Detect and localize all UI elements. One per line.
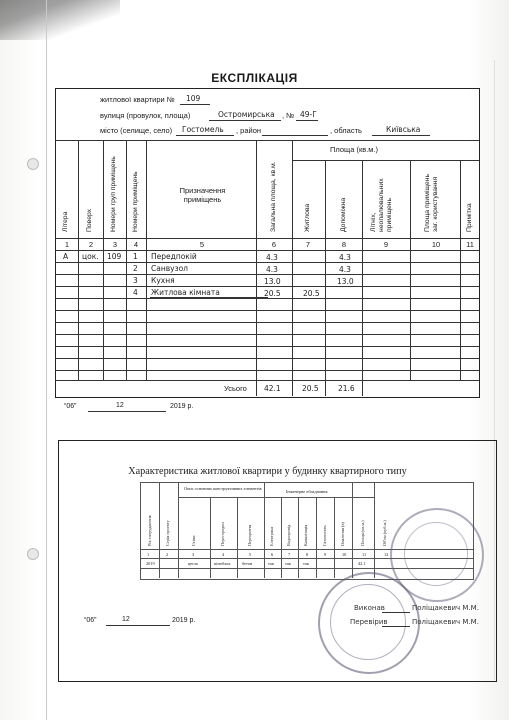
punch-hole [27,158,39,170]
apartment-number: 109 [186,94,201,103]
col-line [103,140,104,380]
col-line [325,160,326,396]
row-number: 1 [133,252,138,261]
scan-shadow [0,0,120,40]
street-value: Остромирська [218,110,275,119]
column-number: 12 [384,552,389,557]
header-litera: Літера [62,211,69,232]
date-day: 06 [86,617,95,624]
total-aux: 21.6 [338,384,355,393]
header-partitions: Перегородки [220,522,225,546]
group-line [178,497,374,498]
header-auxiliary: Допоміжна [340,197,347,232]
region-value: Київська [386,125,421,134]
column-number: 4 [133,240,139,249]
column-number: 1 [147,552,150,557]
date-year: 2019 р. [172,617,196,624]
row-line [55,380,479,381]
header-electric: Електрика [269,526,274,546]
char-electric: так [268,561,274,566]
column-number: 6 [271,552,274,557]
header-poverkh: Поверх [86,208,93,232]
document-title: ЕКСПЛІКАЦІЯ [211,71,298,85]
header-gas: Газопостач. [322,524,327,546]
row-total: 13.0 [264,277,281,286]
row-line [55,274,479,275]
total-area: 42.1 [264,384,281,393]
column-number: 6 [271,240,277,249]
total-living: 20.5 [302,384,319,393]
col-line [78,140,79,380]
header-sewer: Каналізація [303,524,308,546]
header-year: Рік спорудження [147,515,152,546]
char-area: 42.1 [358,561,366,566]
col-line [460,160,461,380]
char-year: 2019 [146,561,155,566]
header-water: Водопровід [286,524,291,546]
underline [150,297,268,298]
region-label: , область [330,126,362,135]
row-line [55,298,479,299]
char-water: так [285,561,291,566]
column-number: 4 [222,552,225,557]
header-group-numbers: Номери груп приміщень [110,156,117,232]
column-number: 10 [431,240,441,249]
underline [382,612,410,613]
row-line [55,370,479,371]
col-line [146,140,147,380]
header-common-use: Площа приміщень заг. користування [424,174,439,232]
city-label: місто (селище, село) [100,126,173,135]
col-line [159,482,160,578]
header-living: Житлова [304,203,311,232]
numbers-bottom-line [55,250,479,251]
column-number: 2 [166,552,169,557]
row-name: Житлова кімната [151,288,220,297]
col-line [334,497,335,578]
row-line [55,358,479,359]
header-room-numbers: Номери приміщень [132,171,139,232]
col-line [316,497,317,578]
header-total-area: Загальна площа, кв.м. [270,161,277,232]
column-number: 9 [383,240,389,249]
column-number: 2 [88,240,94,249]
row-total: 4.3 [266,265,278,274]
street-label: вулиця (провулок, площа) [100,111,191,120]
date-day: 06 [66,403,75,410]
date-year: 2019 р. [170,403,194,410]
header-walls: Стіни [191,535,196,546]
row-line [55,310,479,311]
row-aux: 13.0 [337,277,354,286]
col-line [237,497,238,578]
header-summer: Літніх, неопалювальних приміщень [370,178,393,232]
col-line [126,140,127,380]
col-line [298,497,299,578]
underline [106,625,170,626]
row-number: 2 [133,264,138,273]
signature-checked-label: Перевірив [350,618,388,626]
column-number: 3 [192,552,195,557]
row-litera: А [63,252,69,261]
column-number: 5 [249,552,252,557]
header-floors: Перекриття [247,524,252,546]
header-equipment-group: Інженерне обладнання [286,489,328,494]
column-number: 8 [306,552,309,557]
char-walls: цегла [188,561,198,566]
column-number: 9 [324,552,327,557]
char-sewer: так [303,561,309,566]
header-walls-group: Опис основних конструктивних елементів [184,486,262,491]
signature-executed-label: Виконав [354,604,385,612]
row-total: 4.3 [266,253,278,262]
row-number: 4 [133,288,138,297]
area-group-line [292,160,479,161]
column-number: 8 [341,240,347,249]
district-label: , район [236,126,262,135]
apartment-label: житлової квартири № [100,95,175,104]
row-line [55,286,479,287]
column-number: 11 [362,552,367,557]
column-number: 1 [64,240,70,249]
header-volume: Об'єм (куб.м.) [382,520,387,546]
row-living: 20.5 [303,289,320,298]
house-number: 49-Г [300,110,317,119]
header-series: Серія проекту [165,520,170,546]
date-month: 12 [122,616,130,623]
punch-hole [27,548,39,560]
header-purpose: Призначення приміщень [179,186,226,204]
column-number: 5 [199,240,205,249]
char-floors: бетон [242,561,253,566]
characteristics-title: Характеристика житлової квартири у будинку квартирного типу [128,466,407,477]
row-line [55,262,479,263]
column-number: 7 [305,240,311,249]
row-name: Санвузол [151,264,188,273]
row-number: 3 [133,276,138,285]
row-line [55,334,479,335]
document-page: ЕКСПЛІКАЦІЯ житлової квартири № 109 вулиця (провулок, площа) Остромирська , № 49-Г місто (селище, село) Гостомель , район , область Київська Літера Поверх Номери груп приміщень Номери приміщень Призначення приміщень Загальна площа, кв.м. Площа (кв.м.) Житлова Допоміжна Літніх, неопалювальних приміщень Площа приміщень заг. користування Примітка 1 2 3 4 5 6 7 8 9 10 11 А цок. 109 1 Передпокій 4.3 4.3 2 Санвузол 4.3 4.3 3 Кухня 13.0 13.0 4 Житлова кімната 20.5 20.5 Усього 42.1 20.5 21.6 “06” 12 2019 р. Характеристика житлової квартири у будинку квартирного типу Рік спорудження Серія проекту Опис основних конструктивних елементів Стіни Перегородки Перекриття Інженерне обладнання Електрика Водопровід Каналізація Газопостач. Опалення (в) Площа (кв.м.) Об'єм (куб.м.) 1 2 3 4 5 6 7 8 9 10 11 12 2019 цегла піноблок бетон так так так 42.1 Виконав Поліщакевич М.М. Перевірив Поліщакевич М.М. “06” 12 2019 р. [0,0,509,720]
signature-checked-name: Поліщакевич М.М. [412,618,479,626]
col-line [352,482,353,578]
col-line [281,497,282,578]
row-group: 109 [107,252,122,261]
header-heating: Опалення (в) [340,522,345,546]
row-line [55,322,479,323]
char-partitions: піноблок [214,561,231,566]
header-note: Примітка [466,203,473,232]
row-aux: 4.3 [339,253,351,262]
underline [382,626,410,627]
column-number: 10 [342,552,347,557]
column-number: 3 [112,240,118,249]
table-top-line [55,140,479,141]
column-number: 7 [288,552,291,557]
row-floor: цок. [82,252,99,261]
col-line [210,497,211,578]
col-line [374,482,375,578]
col-line [410,160,411,380]
city-value: Гостомель [182,125,224,134]
total-label: Усього [224,384,247,393]
row-aux: 4.3 [339,265,351,274]
house-label: , № [282,111,295,120]
page-fold-line [46,0,47,720]
row-line [55,346,479,347]
date-month: 12 [116,402,124,409]
row-name: Кухня [151,276,175,285]
col-line [264,482,265,578]
underline [88,411,166,412]
header-area-group: Площа (кв.м.) [330,145,379,154]
col-line [178,482,179,578]
column-number: 11 [466,240,474,249]
signature-executed-name: Поліщакевич М.М. [412,604,479,612]
col-line [362,160,363,396]
row-name: Передпокій [151,252,197,261]
header-bottom-line [55,238,479,239]
row-total: 20.5 [264,289,281,298]
header-area: Площа (кв.м.) [360,520,365,546]
